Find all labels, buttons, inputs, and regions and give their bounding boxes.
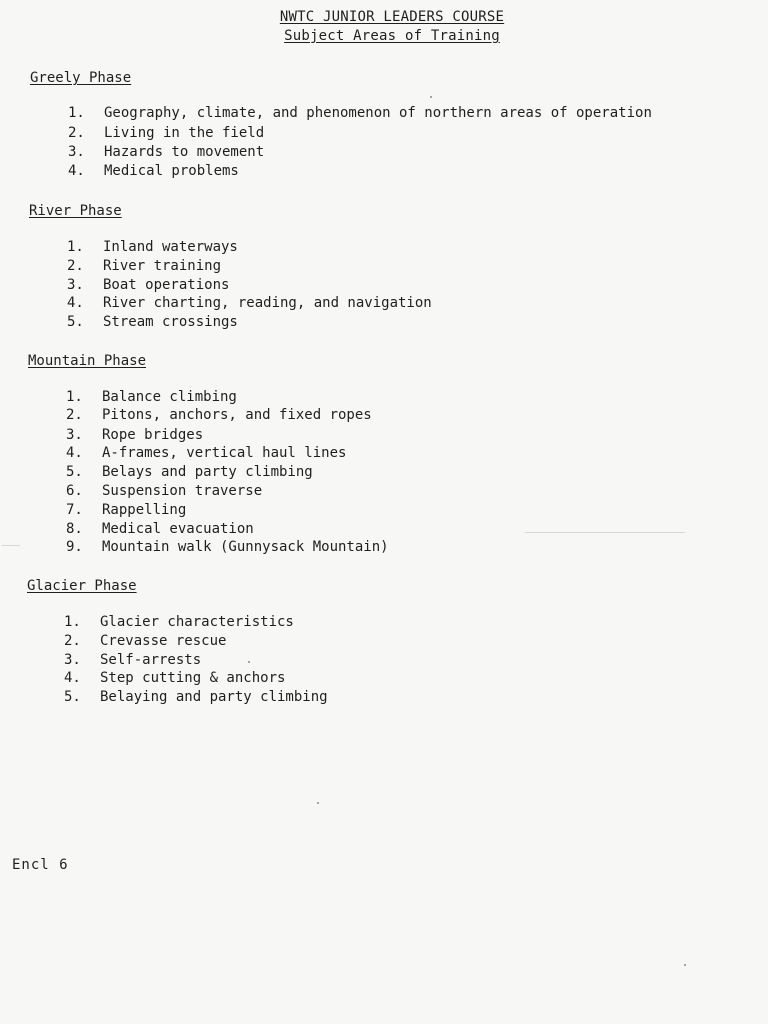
list-item-text: Medical evacuation	[102, 521, 254, 537]
document-subtitle: Subject Areas of Training	[284, 28, 500, 44]
list-item-number: 2.	[66, 407, 83, 423]
list-item-number: 4.	[66, 445, 83, 461]
list-item	[68, 124, 264, 142]
list-item	[66, 426, 203, 444]
list-item-number: 2.	[68, 125, 85, 141]
list-item-text: Pitons, anchors, and fixed ropes	[102, 407, 372, 423]
list-item-number: 2.	[67, 258, 84, 274]
list-item-text: Glacier characteristics	[100, 614, 294, 630]
section-heading: Greely Phase	[30, 70, 132, 86]
list-item-text: Medical problems	[104, 163, 239, 179]
list-item-number: 5.	[64, 689, 81, 705]
document-title: NWTC JUNIOR LEADERS COURSE	[279, 9, 505, 25]
list-item-text: Balance climbing	[102, 389, 237, 405]
list-item-text: Hazards to movement	[104, 144, 265, 160]
list-item	[67, 276, 229, 294]
list-item-number: 5.	[66, 464, 83, 480]
list-item-number: 5.	[67, 314, 84, 330]
list-item-number: 1.	[67, 239, 84, 255]
list-item-text: River training	[103, 258, 222, 274]
list-item	[64, 669, 285, 687]
list-item	[66, 388, 237, 406]
list-item	[66, 501, 186, 519]
list-item-text: A-frames, vertical haul lines	[102, 445, 347, 461]
section-heading: Mountain Phase	[28, 353, 147, 369]
list-item-text: Rope bridges	[102, 427, 204, 443]
list-item-text: Belaying and party climbing	[100, 689, 328, 705]
list-item-number: 1.	[66, 389, 83, 405]
list-item-number: 1.	[68, 105, 85, 121]
scan-speck	[248, 661, 250, 663]
list-item	[64, 651, 201, 669]
list-item-text: Mountain walk (Gunnysack Mountain)	[102, 539, 389, 555]
scan-speck	[684, 964, 686, 966]
list-item	[67, 238, 238, 256]
list-item	[66, 482, 262, 500]
list-item	[66, 520, 254, 538]
list-item-text: Suspension traverse	[102, 483, 263, 499]
list-item-number: 1.	[64, 614, 81, 630]
list-item	[66, 444, 346, 462]
list-item-number: 3.	[66, 427, 83, 443]
list-item-text: Inland waterways	[103, 239, 238, 255]
section-heading: River Phase	[29, 203, 122, 219]
list-item-number: 3.	[67, 277, 84, 293]
list-item-text: Rappelling	[102, 502, 187, 518]
list-item-text: Step cutting & anchors	[100, 670, 286, 686]
list-item	[68, 143, 264, 161]
list-item-text: Stream crossings	[103, 314, 238, 330]
scan-speck	[317, 802, 319, 804]
list-item-text: Crevasse rescue	[100, 633, 227, 649]
list-item-number: 6.	[66, 483, 83, 499]
list-item-number: 4.	[67, 295, 84, 311]
list-item	[66, 538, 389, 556]
list-item	[68, 162, 239, 180]
list-item	[64, 632, 226, 650]
list-item	[68, 104, 652, 122]
list-item-text: Living in the field	[104, 125, 265, 141]
list-item-number: 2.	[64, 633, 81, 649]
list-item-text: River charting, reading, and navigation	[103, 295, 432, 311]
scan-speck	[430, 96, 432, 98]
list-item-text: Geography, climate, and phenomenon of northern areas of operation	[104, 105, 652, 121]
list-item	[67, 257, 221, 275]
list-item-number: 7.	[66, 502, 83, 518]
list-item-number: 3.	[68, 144, 85, 160]
document-title-block	[262, 8, 522, 46]
list-item	[67, 313, 238, 331]
list-item-text: Belays and party climbing	[102, 464, 313, 480]
list-item	[66, 406, 372, 424]
list-item-text: Self-arrests	[100, 652, 202, 668]
list-item-number: 8.	[66, 521, 83, 537]
list-item-text: Boat operations	[103, 277, 230, 293]
list-item-number: 9.	[66, 539, 83, 555]
list-item-number: 3.	[64, 652, 81, 668]
scan-artifact-line	[525, 532, 685, 533]
list-item	[64, 688, 328, 706]
list-item	[67, 294, 432, 312]
section-heading: Glacier Phase	[27, 578, 137, 594]
list-item-number: 4.	[64, 670, 81, 686]
list-item	[66, 463, 313, 481]
enclosure-label: Encl 6	[12, 857, 69, 873]
list-item-number: 4.	[68, 163, 85, 179]
scan-artifact-line	[2, 545, 20, 546]
list-item	[64, 613, 294, 631]
